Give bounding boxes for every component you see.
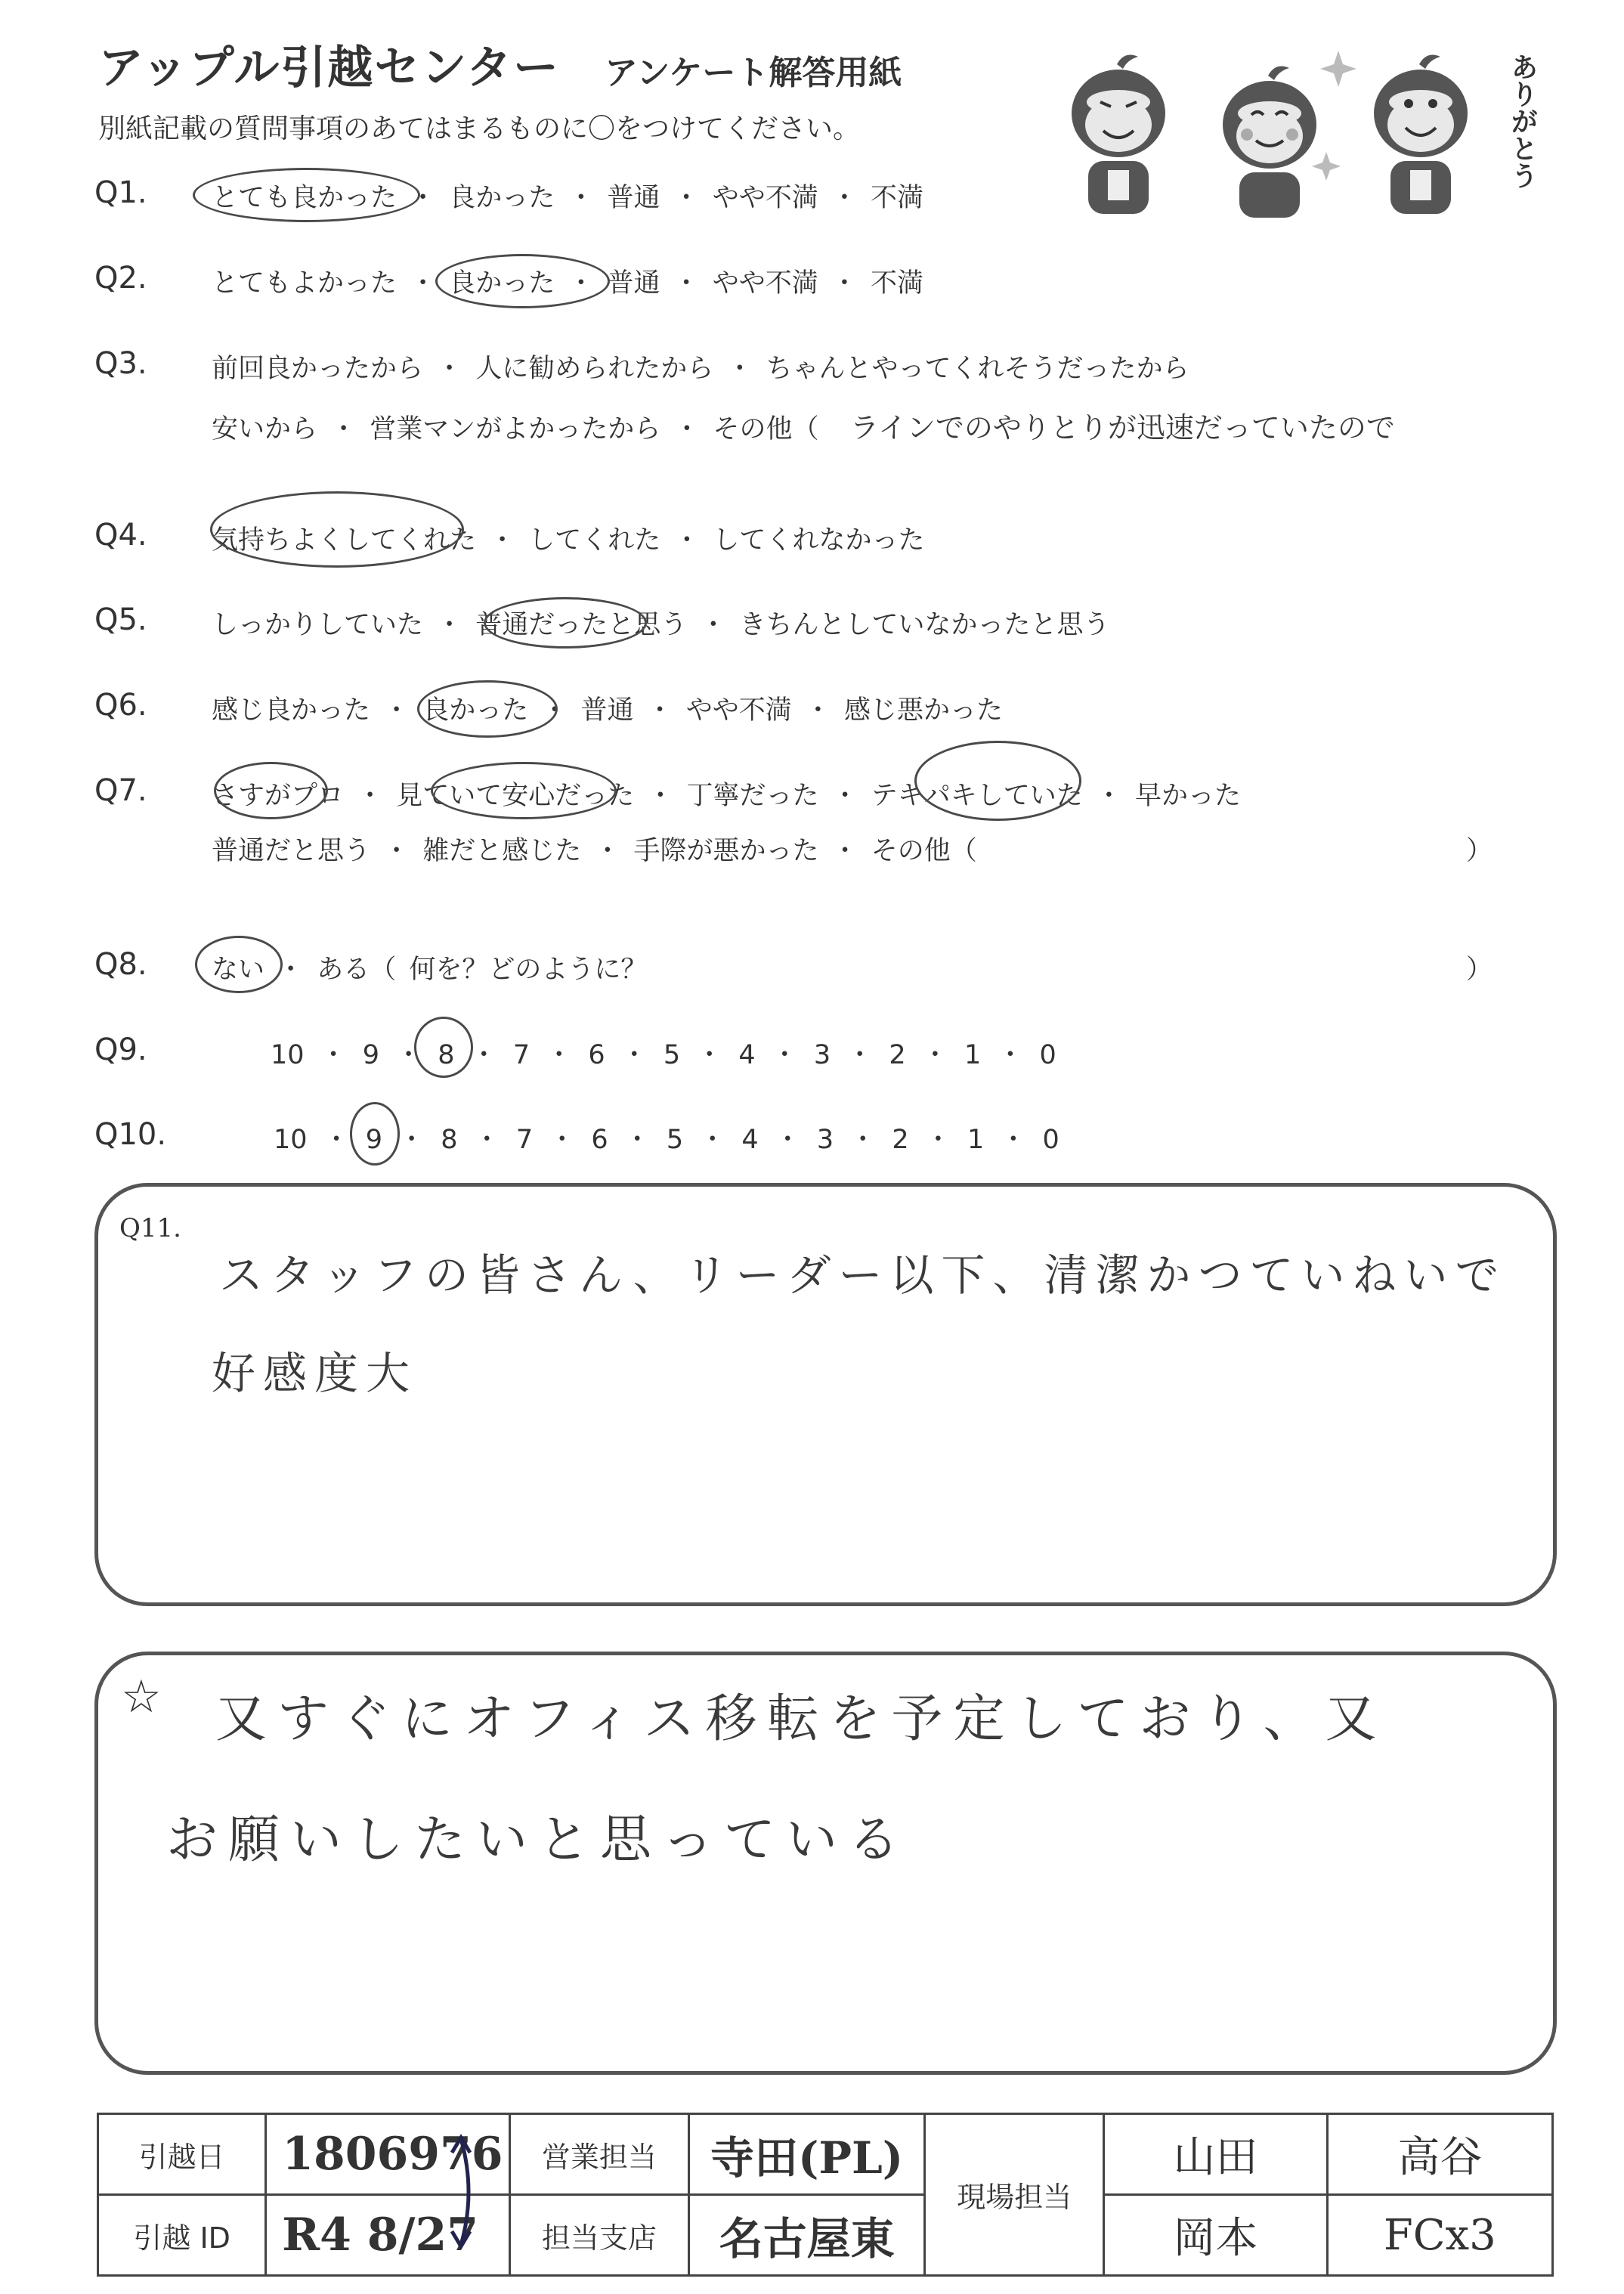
q9-label: Q9. (94, 1032, 147, 1067)
q7-close-paren: ） (1466, 836, 1493, 866)
q7-options-line2: 普通だと思う ・ 雑だと感じた ・ 手際が悪かった ・ その他（ (212, 836, 977, 866)
mascot-2-icon (1223, 67, 1316, 218)
q8-close-paren: ） (1466, 955, 1493, 985)
move-id-value: R4 8/27 (266, 2195, 510, 2276)
q9-scale: 10 ・ 9 ・ 8 ・ 7 ・ 6 ・ 5 ・ 4 ・ 3 ・ 2 ・ 1 ・ 0 (271, 1040, 1056, 1070)
move-id-label: 引越 ID (98, 2195, 266, 2276)
site-staff-4: FCx3 (1327, 2195, 1552, 2276)
q2-options: とてもよかった ・ 良かった ・ 普通 ・ やや不満 ・ 不満 (212, 268, 924, 299)
q1-options: とても良かった ・ 良かった ・ 普通 ・ やや不満 ・ 不満 (212, 183, 924, 213)
q4-answer-circle (210, 491, 464, 568)
additional-comment-line1: 又すぐにオフィス移転を予定しており、又 (215, 1689, 1387, 1749)
q3-options-line2: 安いから ・ 営業マンがよかったから ・ その他（ (212, 414, 819, 444)
q11-comment-line2: 好感度大 (212, 1348, 418, 1399)
additional-comment-line2: お願いしたいと思っている (166, 1810, 911, 1870)
q10-label: Q10. (94, 1117, 167, 1152)
site-staff-label: 現場担当 (925, 2114, 1104, 2276)
q8-answer-circle (195, 936, 283, 993)
q7-label: Q7. (94, 773, 147, 808)
star-icon: ☆ (121, 1670, 162, 1723)
q8-options: ない ・ ある（ 何を？どのように？ (212, 955, 648, 985)
q7-answer-circle-1 (214, 762, 328, 819)
sales-label: 営業担当 (510, 2114, 689, 2195)
q3-options-line1: 前回良かったから ・ 人に勧められたから ・ ちゃんとやってくれそうだったから (212, 354, 1189, 384)
q6-label: Q6. (94, 688, 147, 723)
q11-label: Q11. (119, 1213, 181, 1243)
q10-scale: 10 ・ 9 ・ 8 ・ 7 ・ 6 ・ 5 ・ 4 ・ 3 ・ 2 ・ 1 ・ 0 (274, 1125, 1059, 1155)
mascot-illustration (1035, 34, 1527, 231)
form-subtitle: アンケート解答用紙 (605, 54, 902, 92)
q3-handwritten-note: ラインでのやりとりが迅速だっていたので (850, 411, 1395, 444)
date-to-id-arrow-icon (438, 2131, 484, 2252)
move-date-label: 引越日 (98, 2114, 266, 2195)
q8-label: Q8. (94, 947, 147, 982)
move-date-value: 1806976 (266, 2114, 510, 2195)
site-staff-3: 岡本 (1104, 2195, 1327, 2276)
sales-value: 寺田(PL) (688, 2114, 925, 2195)
q1-answer-circle (193, 168, 420, 222)
company-title: アップル引越センター (98, 42, 560, 94)
mascot-1-icon (1072, 55, 1165, 214)
thanks-text: ありがとう (1507, 53, 1538, 189)
thanks-vertical-text (1508, 53, 1545, 189)
q6-answer-circle (417, 680, 558, 738)
site-staff-2: 高谷 (1327, 2114, 1552, 2195)
staff-info-table (97, 2113, 1554, 2277)
site-staff-1: 山田 (1104, 2114, 1327, 2195)
q7-options-line1: さすがプロ ・ 見ていて安心だった ・ 丁寧だった ・ テキパキしていた ・ 早かった (212, 781, 1242, 811)
q4-options: 気持ちよくしてくれた ・ してくれた ・ してくれなかった (212, 525, 925, 556)
q1-label: Q1. (94, 175, 147, 210)
q10-answer-circle (350, 1102, 400, 1166)
branch-value: 名古屋東 (688, 2195, 925, 2276)
q3-label: Q3. (94, 346, 147, 381)
q2-label: Q2. (94, 261, 147, 296)
q4-label: Q4. (94, 518, 147, 553)
mascot-3-icon (1374, 55, 1468, 214)
q7-answer-circle-2 (431, 762, 617, 819)
q7-answer-circle-3 (914, 741, 1081, 821)
q5-answer-circle (484, 597, 647, 649)
q9-answer-circle (414, 1017, 473, 1078)
q11-comment-line1: スタッフの皆さん、リーダー以下、清潔かつていねいで (219, 1249, 1507, 1301)
q5-options: しっかりしていた ・ 普通だったと思う ・ きちんとしていなかったと思う (212, 610, 1110, 640)
instruction-text: 別紙記載の質問事項のあてはまるものに〇をつけてください。 (98, 113, 861, 144)
q2-answer-circle (435, 254, 610, 308)
q5-label: Q5. (94, 602, 147, 637)
branch-label: 担当支店 (510, 2195, 689, 2276)
q6-options: 感じ良かった ・ 良かった ・ 普通 ・ やや不満 ・ 感じ悪かった (212, 695, 1004, 726)
